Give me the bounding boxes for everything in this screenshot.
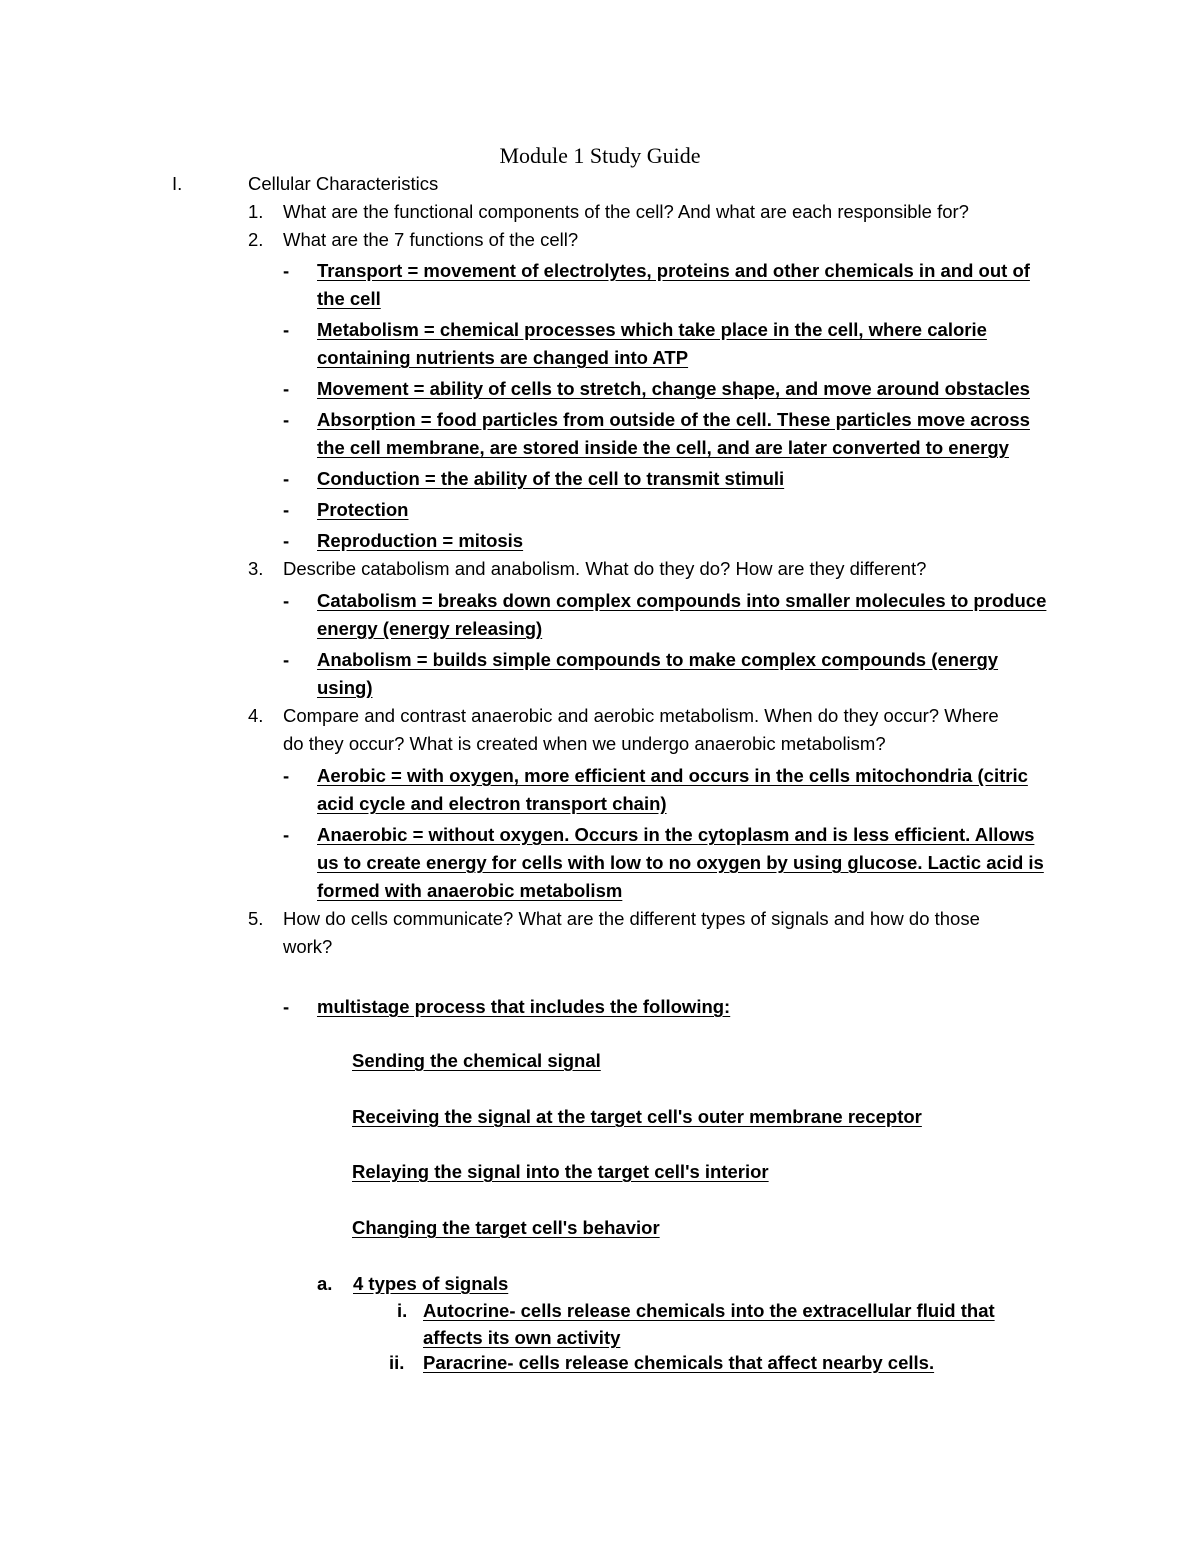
sub-marker: a.: [317, 1273, 333, 1294]
answer-line: Reproduction = mitosis: [317, 530, 524, 551]
answer-line: Movement = ability of cells to stretch, change shape, and move around obstacles: [317, 378, 1030, 399]
answer-line: Conduction = the ability of the cell to transmit stimuli: [317, 468, 785, 489]
bullet-dash: -: [283, 590, 290, 611]
question-text: do they occur? What is created when we undergo anaerobic metabolism?: [283, 733, 886, 754]
section-marker: I.: [172, 173, 183, 194]
question-text: What are the functional components of the cell? And what are each responsible for?: [283, 201, 969, 222]
answer-line: using): [317, 677, 373, 698]
answer-line: acid cycle and electron transport chain): [317, 793, 667, 814]
answer-line: Catabolism = breaks down complex compounds into smaller molecules to produce: [317, 590, 1047, 611]
question-text: Describe catabolism and anabolism. What do they do? How are they different?: [283, 558, 927, 579]
signal-line: affects its own activity: [423, 1327, 621, 1348]
page-title: Module 1 Study Guide: [499, 143, 701, 168]
bullet-dash: -: [283, 319, 290, 340]
answer-line: Aerobic = with oxygen, more efficient and occurs in the cells mitochondria (citric: [317, 765, 1028, 786]
bullet-dash: -: [283, 260, 290, 281]
answer-line: Anaerobic = without oxygen. Occurs in the cytoplasm and is less efficient. Allows: [317, 824, 1035, 845]
bullet-dash: -: [283, 499, 290, 520]
answer-line: Absorption = food particles from outside of the cell. These particles move across: [317, 409, 1030, 430]
answer-line: Protection: [317, 499, 409, 520]
answer-line: Transport = movement of electrolytes, proteins and other chemicals in and out of: [317, 260, 1030, 281]
bullet-dash: -: [283, 649, 290, 670]
answer-line: Anabolism = builds simple compounds to make complex compounds (energy: [317, 649, 999, 670]
bullet-dash: -: [283, 996, 290, 1017]
signal-line: Autocrine- cells release chemicals into the extracellular fluid that: [423, 1300, 995, 1321]
process-intro: multistage process that includes the following:: [317, 996, 731, 1017]
bullet-dash: -: [283, 468, 290, 489]
answer-line: the cell: [317, 288, 381, 309]
question-text: Compare and contrast anaerobic and aerobic metabolism. When do they occur? Where: [283, 705, 999, 726]
signal-marker: ii.: [389, 1352, 405, 1373]
process-step: Sending the chemical signal: [352, 1050, 601, 1071]
process-step: Receiving the signal at the target cell's outer membrane receptor: [352, 1106, 922, 1127]
bullet-dash: -: [283, 409, 290, 430]
bullet-dash: -: [283, 765, 290, 786]
question-text: How do cells communicate? What are the different types of signals and how do those: [283, 908, 980, 929]
question-text: What are the 7 functions of the cell?: [283, 229, 579, 250]
answer-line: energy (energy releasing): [317, 618, 543, 639]
question-number: 2.: [248, 229, 264, 250]
question-number: 1.: [248, 201, 264, 222]
question-number: 4.: [248, 705, 264, 726]
question-text: work?: [283, 936, 333, 957]
answer-line: us to create energy for cells with low to no oxygen by using glucose. Lactic acid is: [317, 852, 1044, 873]
bullet-dash: -: [283, 824, 290, 845]
bullet-dash: -: [283, 530, 290, 551]
answer-line: formed with anaerobic metabolism: [317, 880, 623, 901]
process-step: Relaying the signal into the target cell's interior: [352, 1161, 769, 1182]
sub-heading: 4 types of signals: [353, 1273, 509, 1294]
answer-line: the cell membrane, are stored inside the cell, and are later converted to energy: [317, 437, 1009, 458]
answer-line: Metabolism = chemical processes which take place in the cell, where calorie: [317, 319, 987, 340]
question-number: 5.: [248, 908, 264, 929]
section-heading: Cellular Characteristics: [248, 173, 439, 194]
signal-marker: i.: [397, 1300, 408, 1321]
question-number: 3.: [248, 558, 264, 579]
signal-line: Paracrine- cells release chemicals that affect nearby cells.: [423, 1352, 935, 1373]
bullet-dash: -: [283, 378, 290, 399]
process-step: Changing the target cell's behavior: [352, 1217, 660, 1238]
answer-line: containing nutrients are changed into ATP: [317, 347, 689, 368]
